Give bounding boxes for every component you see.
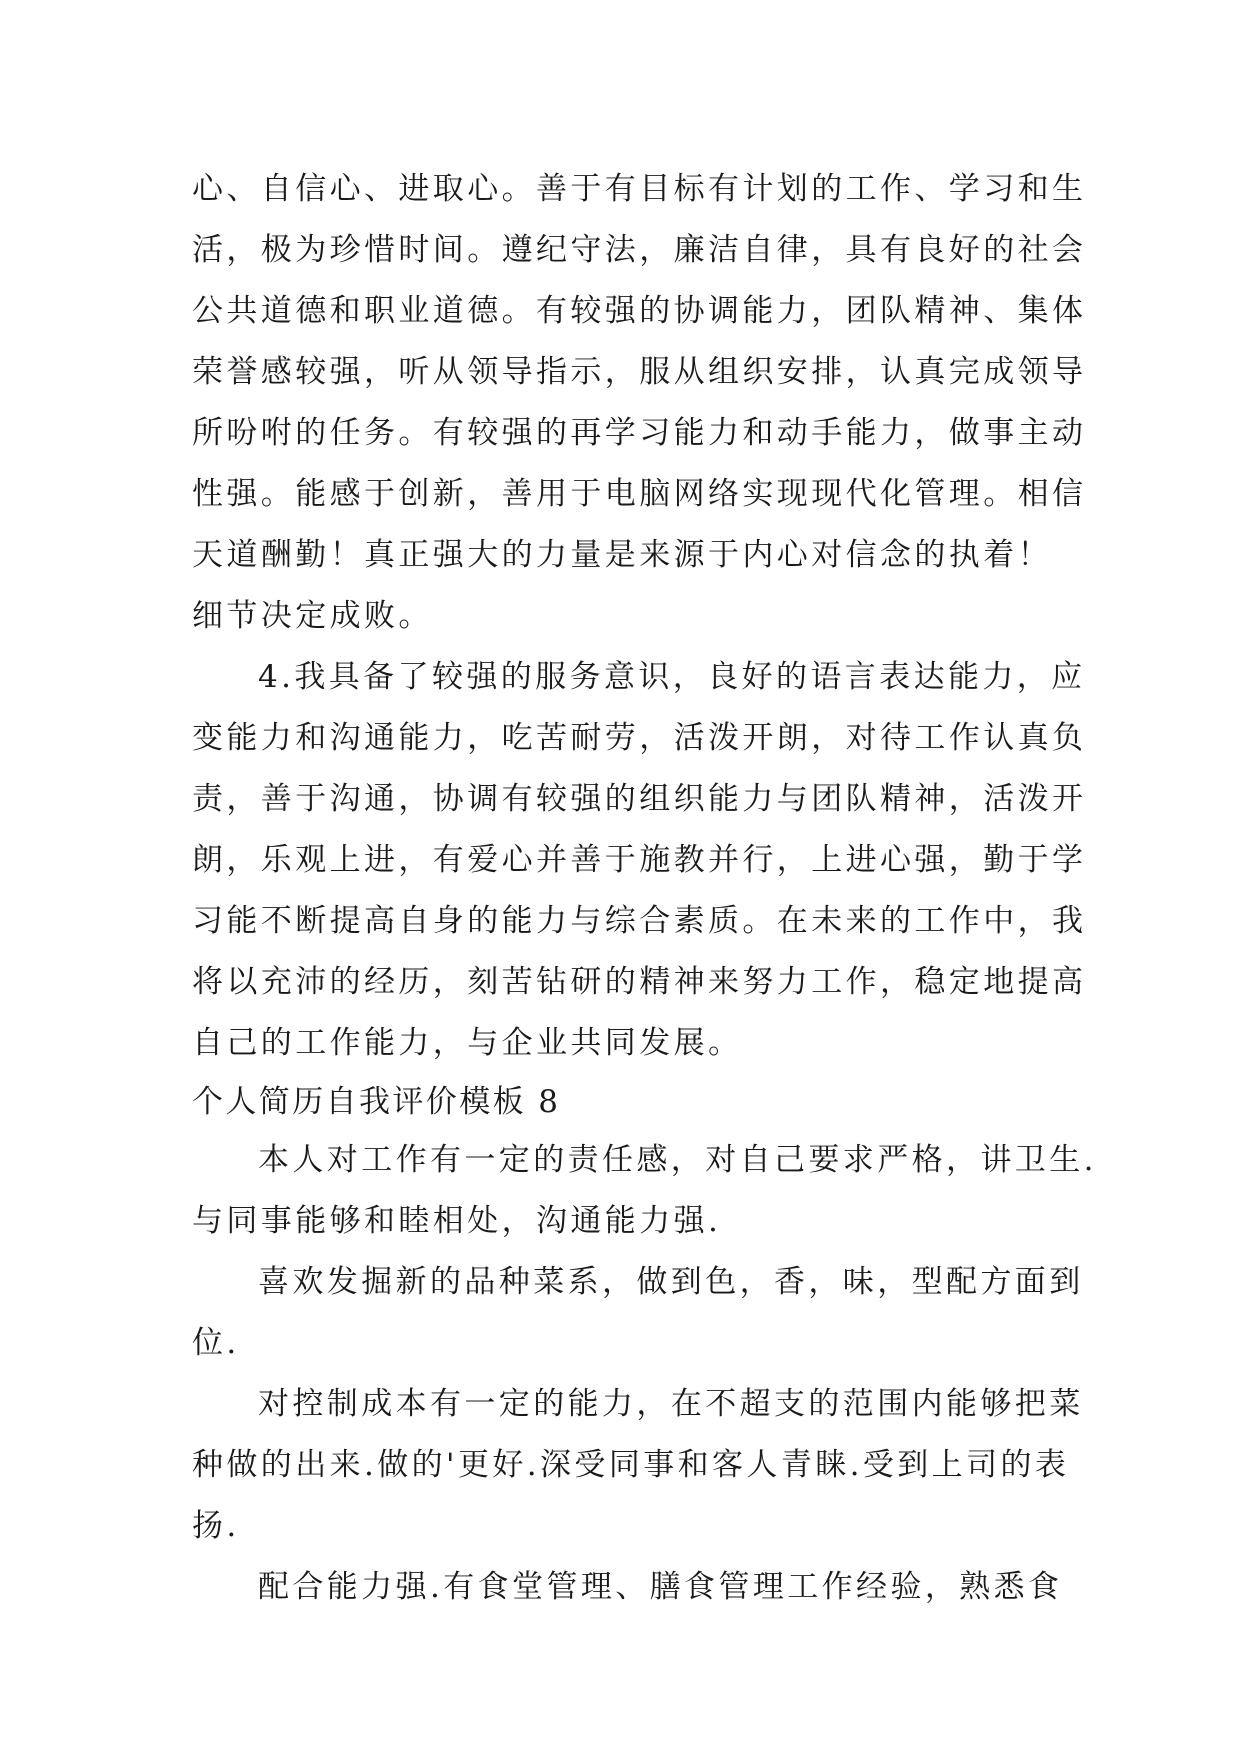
text-line: 所吩咐的任务。有较强的再学习能力和动手能力，做事主动 <box>192 415 1087 451</box>
text-line: 扬. <box>192 1508 240 1544</box>
paragraph <box>192 1252 1084 1374</box>
text-line: 活，极为珍惜时间。遵纪守法，廉洁自律，具有良好的社会 <box>192 232 1087 268</box>
text-line: 将以充沛的经历，刻苦钻研的精神来努力工作，稳定地提高 <box>192 964 1087 1000</box>
text-line: 种做的出来.做的'更好.深受同事和客人青睐.受到上司的表 <box>192 1447 1070 1483</box>
document-body <box>192 159 1097 1618</box>
text-line: 自己的工作能力，与企业共同发展。 <box>192 1025 743 1061</box>
text-line: 习能不断提高自身的能力与综合素质。在未来的工作中，我 <box>192 903 1087 939</box>
text-line: 配合能力强.有食堂管理、膳食管理工作经验，熟悉食 <box>258 1569 1063 1605</box>
text-line: 责，善于沟通，协调有较强的组织能力与团队精神，活泼开 <box>192 781 1087 817</box>
text-line: 位. <box>192 1325 240 1361</box>
paragraph <box>192 1374 1084 1557</box>
text-line: 性强。能感于创新，善用于电脑网络实现现代化管理。相信 <box>192 476 1087 512</box>
text-line: 与同事能够和睦相处，沟通能力强. <box>192 1203 722 1239</box>
text-line: 本人对工作有一定的责任感，对自己要求严格，讲卫生. <box>258 1142 1097 1178</box>
text-line: 变能力和沟通能力，吃苦耐劳，活泼开朗，对待工作认真负 <box>192 720 1087 756</box>
text-line: 细节决定成败。 <box>192 598 433 634</box>
paragraph <box>192 647 1087 1074</box>
text-line: 对控制成本有一定的能力，在不超支的范围内能够把菜 <box>258 1386 1084 1422</box>
text-line: 朗，乐观上进，有爱心并善于施教并行，上进心强，勤于学 <box>192 842 1087 878</box>
text-line: 公共道德和职业道德。有较强的协调能力，团队精神、集体 <box>192 293 1087 329</box>
paragraph <box>192 1130 1097 1252</box>
text-line: 4.我具备了较强的服务意识，良好的语言表达能力，应 <box>258 659 1086 695</box>
text-line: 荣誉感较强，听从领导指示，服从组织安排，认真完成领导 <box>192 354 1087 390</box>
text-line: 心、自信心、进取心。善于有目标有计划的工作、学习和生 <box>192 171 1087 207</box>
section-heading: 个人简历自我评价模板 8 <box>192 1084 561 1120</box>
paragraph <box>192 159 1087 647</box>
paragraph <box>192 1557 1063 1618</box>
text-line: 天道酬勤！真正强大的力量是来源于内心对信念的执着！ <box>192 537 1052 573</box>
text-line: 喜欢发掘新的品种菜系，做到色，香，味，型配方面到 <box>258 1264 1084 1300</box>
